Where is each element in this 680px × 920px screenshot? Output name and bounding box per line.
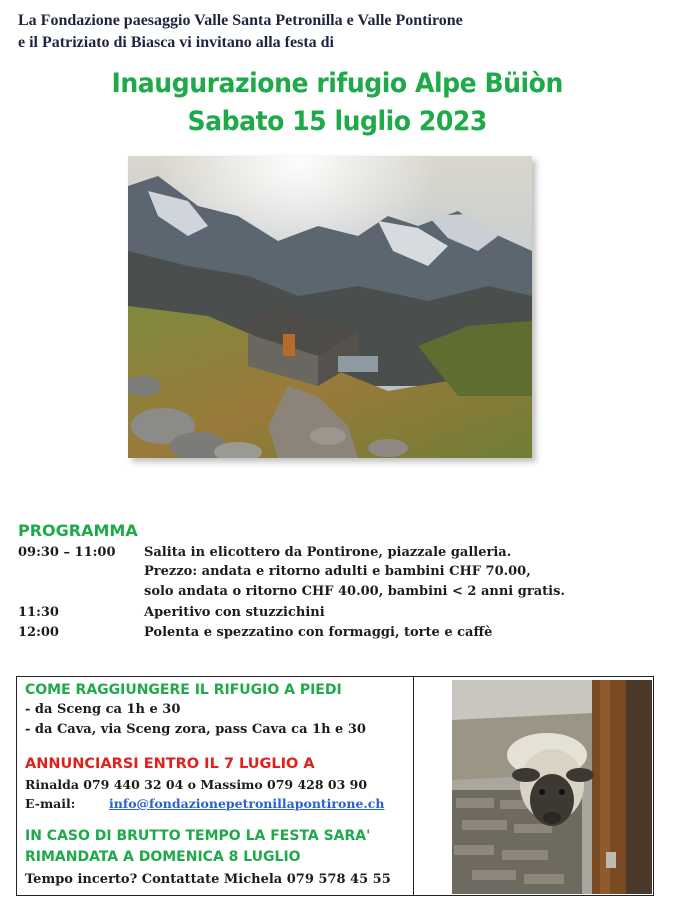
event-title: Inaugurazione rifugio Alpe Büiòn: [111, 68, 563, 99]
programma-line: Polenta e spezzatino con formaggi, torte e caffè: [144, 625, 493, 640]
email-link[interactable]: info@fondazionepetronillapontirone.ch: [109, 796, 385, 811]
piedi-title: COME RAGGIUNGERE IL RIFUGIO A PIEDI: [25, 682, 342, 698]
box-divider: [413, 677, 414, 895]
programma-line: Salita in elicottero da Pontirone, piazzale galleria.: [144, 545, 512, 560]
piedi-line: - da Sceng ca 1h e 30: [25, 702, 181, 717]
maltempo-line-2: RIMANDATA A DOMENICA 8 LUGLIO: [25, 849, 301, 865]
intro-line-2: e il Patriziato di Biasca vi invitano alla festa di: [18, 34, 334, 51]
maltempo-line-1: IN CASO DI BRUTTO TEMPO LA FESTA SARA': [25, 828, 371, 844]
programma-item: [18, 623, 492, 642]
contacts-text: Rinalda 079 440 32 04 o Massimo 079 428 03 90: [25, 777, 368, 792]
sheep-photo: [452, 680, 652, 894]
programma-time: 09:30 – 11:00: [18, 545, 116, 560]
intro-line-1: La Fondazione paesaggio Valle Santa Petronilla e Valle Pontirone: [18, 12, 463, 29]
programma-line: Aperitivo con stuzzichini: [144, 605, 325, 620]
programma-line: solo andata o ritorno CHF 40.00, bambini < 2 anni gratis.: [144, 584, 565, 599]
event-date: Sabato 15 luglio 2023: [187, 106, 487, 137]
email-label: E-mail:: [25, 796, 76, 811]
intro-text: [18, 10, 658, 54]
piedi-line: - da Cava, via Sceng zora, pass Cava ca 1h e 30: [25, 722, 366, 737]
programma-title: PROGRAMMA: [18, 521, 138, 540]
tempo-incerto-text: Tempo incerto? Contattate Michela 079 578 45 55: [25, 872, 391, 887]
programma-time: 12:00: [18, 625, 59, 640]
mountain-hut-photo: [128, 156, 532, 458]
programma-line: Prezzo: andata e ritorno adulti e bambini CHF 70.00,: [144, 564, 531, 579]
programma-item: [18, 543, 511, 562]
programma-time: 11:30: [18, 605, 59, 620]
programma-item: [18, 603, 325, 622]
annunciarsi-title: ANNUNCIARSI ENTRO IL 7 LUGLIO A: [25, 756, 315, 772]
